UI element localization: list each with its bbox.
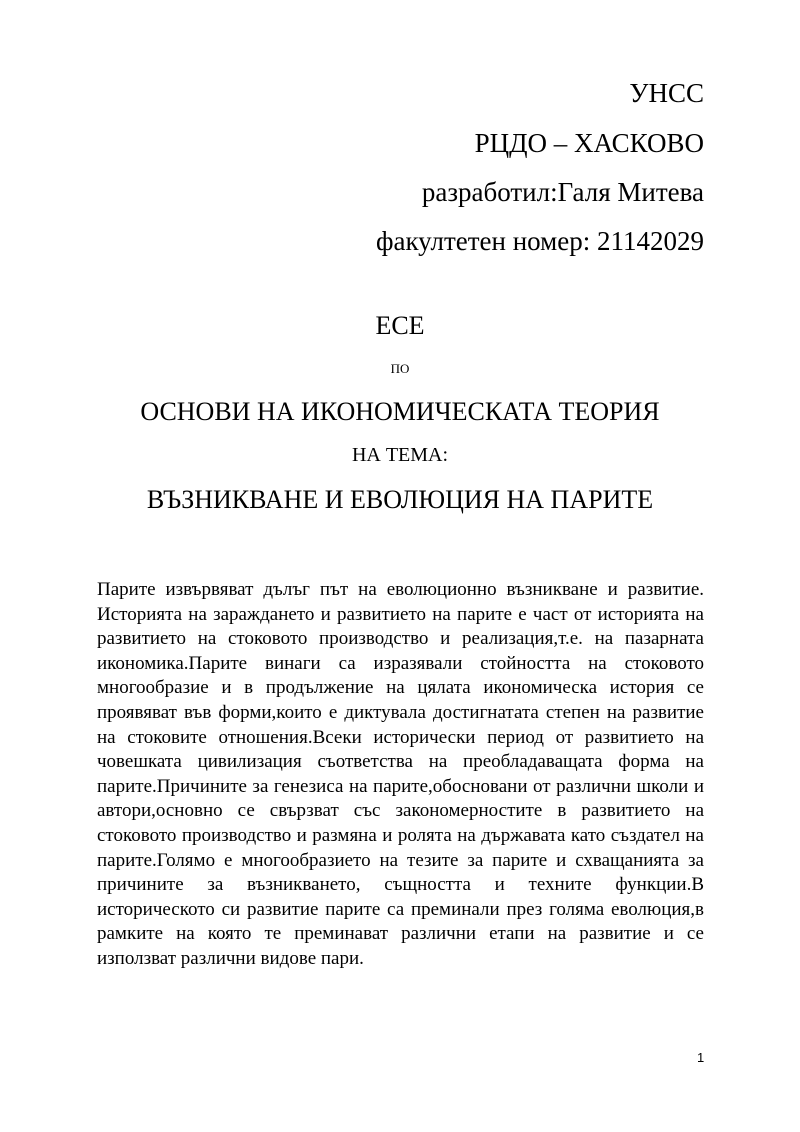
topic-label: НА ТЕМА: [351,444,449,466]
faculty-number-line: факултетен номер: 21142029 [375,226,704,256]
university-name: УНСС [629,78,704,108]
essay-paragraph: Парите извървяват дълъг път на еволюционно възникване и развитие. Историята на зараждането и развитието на парите е част от историята на развитието на стоковото производство и реализация,т.е. на пазарната икономика.Парите винаги са изразявали стойността на стоковото многообразие и в продължение на цялата икономическа история се проявяват във форми,които е диктувала достигнатата степен на развитие на стоковите отношения.Всеки исторически период от развитието на човешката цивилизация съответства на преобладаващата форма на парите.Причините за генезиса на парите,обосновани от различни школи и автори,основно се свързват със закономерностите в развитието на стоковото производство и размяна и ролята на държавата като създател на парите.Голямо е многообразието на тезите за парите и схващанията за причините за възникването, същността и техните функции.В историческото си развитие парите са преминали през голяма еволюция,в рамките на която те преминават различни етапи на развитие и се използват различни видове пари. [97,579,704,969]
author-line: разработил:Галя Митева [421,177,704,207]
document-type: ЕСЕ [375,311,425,340]
subject-title: ОСНОВИ НА ИКОНОМИЧЕСКАТА ТЕОРИЯ [140,397,660,426]
page-number: 1 [697,1050,705,1065]
topic-title: ВЪЗНИКВАНЕ И ЕВОЛЮЦИЯ НА ПАРИТЕ [146,485,654,514]
preposition-label: ПО [390,361,410,376]
center-name: РЦДО – ХАСКОВО [474,128,704,158]
